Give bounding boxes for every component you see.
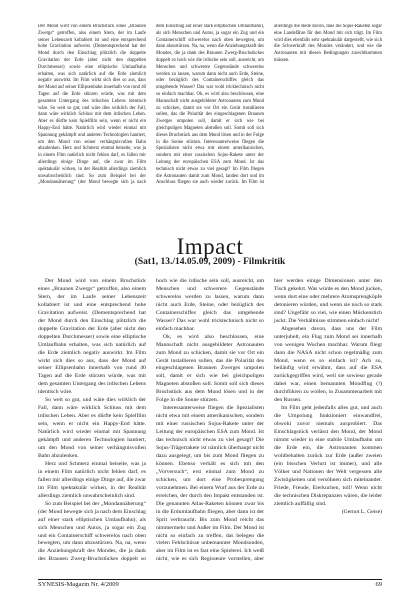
author-signature: (Gernot L. Geise) bbox=[341, 508, 382, 515]
article-subheadline: (Sat1, 13./14.05.09, 2009) - Filmkritik bbox=[134, 257, 286, 267]
page-number: 69 bbox=[375, 581, 382, 588]
article-paragraph: Herz und Schmerz einmal beiseite, was ja in einem Film natürlich nicht fehlen darf, es fallen mir allerdings einige Dinge auf, die zwar im Film spektakulär wirken, in der Realität allerdings ziemlich unwahrscheinlich sind. bbox=[38, 460, 146, 499]
previous-article-paragraph: Der Mond wird von einem Bruchstück eines „Braunen Zwergs“ getroffen, also einem Stern, der im Laufe seiner Lebenszeit kollabiert ist und eine entsprechend hohe Gravitation aufweist. (Dementsprechend hat der Mond durch den Einschlag plötzlich die doppelte Gravitation der Erde (aber nicht den doppelten Durchmesser) sowie eine elliptische Umlaufbahn erhalten, was sich natürlich auf die Erde ziemlich negativ auswirkt. Im Film wirkt sich dies so aus, dass der Mond auf seiner Ellipsenbahn innerhalb von rund 40 Tagen auf die Erde stürzen würde, was mit dem gesamten Untergang des irdischen Lebens identisch wäre. So weit so gut, und wäre dies wirklich der Fall, dann wäre wirklich Schluss mit dem irdischen Leben. Aber es dürfte kein Spielfilm sein, wenn er nicht ein Happy-End hätte. Natürlich wird wieder einmal mit Spannung gekämpft und anderen Technologien hantiert, um den Mond von seiner verhängnisvollen Bahn abzulenken. Herz und Schmerz einmal beiseite, was ja in einem Film natürlich nicht fehlen darf, es fallen mir allerdings einige Dinge auf, die zwar im Film spektakulär wirken, in der Realität allerdings ziemlich unwahrscheinlich sind. So zum Beispiel bei der „Mondannäherung“ (der Mond bewegte sich ja nach dem Einschlag auf einer stark elliptischen Umlaufbahn), als sich Menschen und Autos, ja sogar ein Zug und ein Containerschiff schwerelos nach oben bewegten, um dann abzustürzen. Na, na, wenn die Anziehungskraft des Mondes, die ja dank des Braunen Zwerg-Bruchstückes doppelt so hoch wie die irdische sein soll, ausreicht, um Menschen und schwerere Gegenstände schwerelos werden zu lassen, warum dann nicht auch Erde, Steine, oder bezüglich des Containerschiffes gleich das umgebende Wasser? Das war wohl tricktechnisch nicht so einfach machbar. Ok, es wird also beschlossen, eine Mannschaft nicht ausgebildeter Astronauten zum Mond zu schicken, damit sie vor Ort ein Gerät installieren sollen, das die Polarität des eingeschlagenen Braunen Zwerges umpolen soll, damit er sich wie bei gleichpoligen Magneten abstoßen soll. Somit soll sich dieses Bruchstück aus dem Mond lösen und in der Folge in die Sonne stürzen. Interessanterweise fliegen die Spezialisten nicht etwa mit einem amerikanischen, sondern mit einer russischen Sojus-Rakete unter der Leitung der europäischen ESA zum Mond. Ist das technisch nicht etwas zu viel gesagt? Im Film fliegen die Astronauten damit zum Mond, landen dort und im Anschluss fliegen sie auch wieder zurück. Im Film ist allerdings die Rede davon, dass die Sojus-Raketen sogar eine Landefähre für den Mond mit sich trägt. Im Film wird dies ebenfalls sehr spektakulär dargestellt, wie sich die Schwerkraft des Mondes verändert, und wie die Astronauten mit diesen Bedingungen zurechtkommen müssen. bbox=[38, 24, 382, 186]
article-paragraph: Der Mond wird von einem Bruchstück eines „Braunen Zwergs“ getroffen, also einem Stern, der im Laufe seiner Lebenszeit kollabiert ist und eine entsprechend hohe Gravitation aufweist. (Dementsprechend hat der Mond durch den Einschlag plötzlich die doppelte Gravitation der Erde (aber nicht den doppelten Durchmesser) sowie eine elliptische Umlaufbahn erhalten, was sich natürlich auf die Erde ziemlich negativ auswirkt. Im Film wirkt sich dies so aus, dass der Mond auf seiner Ellipsenbahn innerhalb von rund 40 Tagen auf die Erde stürzen würde, was mit dem gesamten Untergang des irdischen Lebens identisch wäre. bbox=[38, 278, 146, 396]
footer-magazine-issue: SYNESIS-Magazin Nr. 4/2009 bbox=[38, 581, 119, 588]
article-paragraph: So zum Beispiel bei der „Mondannäherung“ (der Mond bewegte sich ja nach dem Einschlag auf einer stark elliptischen Umlaufbahn), als sich Menschen und Autos, ja sogar ein Zug und ein Containerschiff schwerelos nach oben bewegten, um dann abzustürzen. Na, na, wenn die Anziehungskraft des Mondes, die ja dank des Braunen Zwerg-Bruchstückes doppelt so hoch wie die irdische sein soll, ausreicht, um Menschen und schwerere Gegenstände schwerelos werden zu lassen, warum dann nicht auch Erde, Steine, oder bezüglich des Containerschiffes gleich das umgebende Wasser? Das war wohl tricktechnisch nicht so einfach machbar. bbox=[38, 278, 264, 563]
article-paragraph: Abgesehen davon, dass uns der Film unterjubelt, ein Flug zum Mond sei innerhalb von wenigen Wochen machbar. Warum fliegt dann die NASA nicht schon regelmäßig zum Mond, wenn es so einfach ist? Ach so, beiläufig wird erwähnt, dass auf die ESA zurückgegriffen wird, weil sie sowieso gerade dabei war, einen bemannten Mondflug (!) durchführen zu wollen, in Zusammenarbeit mit den Russen. bbox=[274, 325, 382, 404]
article-paragraph: Im Film geht jedenfalls alles gut, und auch die Umpolung funktioniert einwandfrei, obwohl zuvor niemals ausprobiert. Das Einschlagstück verlässt den Mond, der Mond nimmt wieder in eine stabile Umlaufbahn um die Erde ein, die Astronauten kommen wohlbehalten zurück zur Erde (außer zweien (ein bisschen Verlust ist immer), und alle Völker und Nationen der Welt vergessen alle Zwistigkeiten und versöhnen sich miteinander. Friede, Freude, Eierkuchen, toll! Wenn nicht die technischen Diskrepanzen wären, die leider ziemlich auffällig sind. bbox=[274, 405, 382, 507]
article-body bbox=[38, 278, 382, 568]
previous-article-text bbox=[38, 24, 382, 192]
article-paragraph: So weit so gut, und wäre dies wirklich der Fall, dann wäre wirklich Schluss mit dem irdischen Leben. Aber es dürfte kein Spielfilm sein, wenn er nicht ein Happy-End hätte. Natürlich wird wieder einmal mit Spannung gekämpft und anderen Technologien hantiert, um den Mond von seiner verhängnisvollen Bahn abzulenken. bbox=[38, 397, 146, 459]
article-headline: Impact bbox=[176, 234, 244, 259]
article-paragraph: Interessanterweise fliegen die Spezialisten nicht etwa mit einem amerikanischen, sondern mit einer russischen Sojus-Rakete unter der Leitung der europäischen ESA zum Mond. Ist das technisch nicht etwas zu viel gesagt? Die Sojus-Trägerrakete ist nämlich überhaupt nicht dazu ausgelegt, um bis zum Mond fliegen zu können. Ebenso verhält es sich mit den „Vorversuch“, erst einmal zum Mond zu schicken, um dort eine Probesprengung vorzunehmen. Bei einem Wurf aus der Erde zu erreichen, der durch den Impakt entstanden ist. Die genannten Atlas-Raketen können zwar bis in die Erdumlaufbahn fliegen, aber dann ist der Sprit verbraucht. Bis zum Mond reicht das nimmermehr und Außer im Film. Der Mond ist nicht so einfach zu treffen, das belegen die vielen Fehlschüsse unbemannter Mondsonden, aber im Film ist es fast eine Spielerei. Ich weiß nicht, wie es sich Regisseure vorstellen, aber hier werden einige Dimensionen unter den Tisch gekehrt. Was würde es den Mond jucken, wenn dort eine oder mehrere Atomsprengköpfe detonieren würden, und wenn sie noch so stark sind? Ungefähr so viel, wie einen Mückenstich juckt. Die Verhältnisse stimmen einfach nicht! bbox=[156, 278, 382, 563]
footer-divider bbox=[38, 579, 382, 580]
article-paragraph: Ok, es wird also beschlossen, eine Mannschaft nicht ausgebildeter Astronauten zum Mond zu schicken, damit sie vor Ort ein Gerät installieren sollen, das die Polarität des eingeschlagenen Braunen Zwerges umpolen soll, damit er sich wie bei gleichpoligen Magneten abstoßen soll. Somit soll sich dieses Bruchstück aus dem Mond lösen und in der Folge in die Sonne stürzen. bbox=[156, 333, 264, 404]
